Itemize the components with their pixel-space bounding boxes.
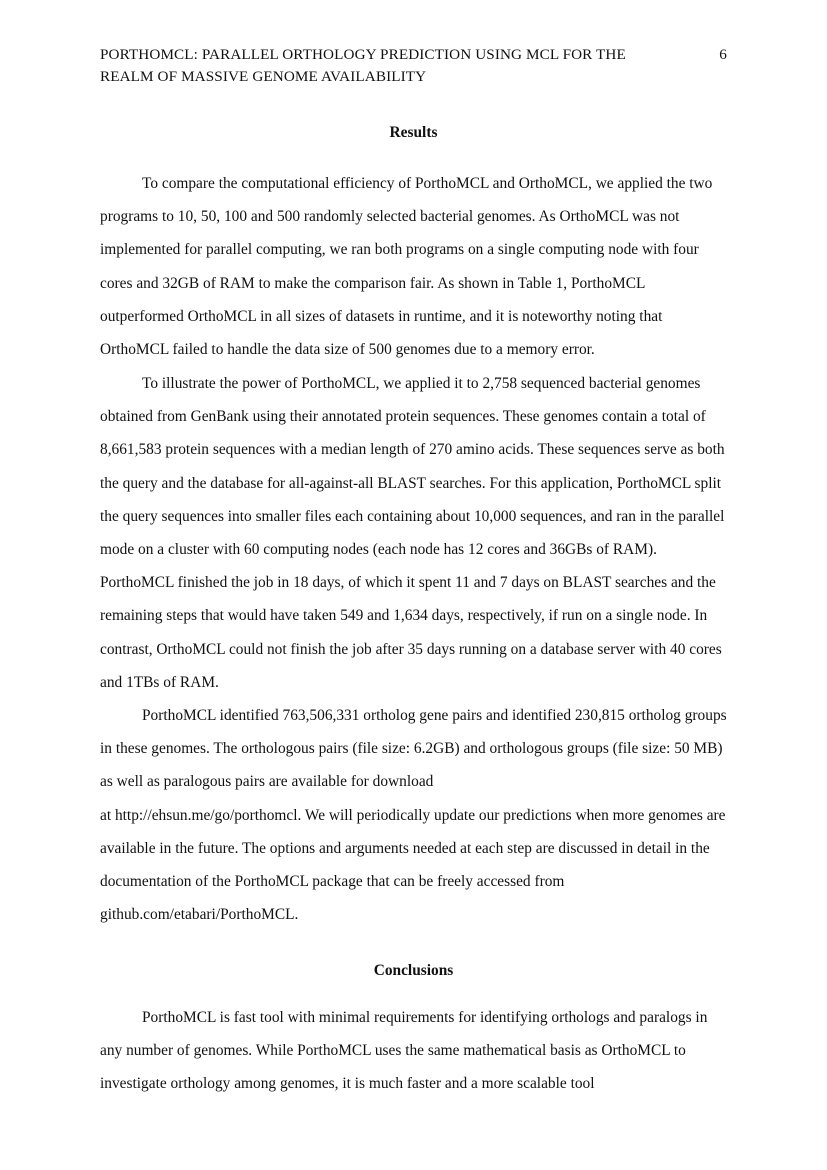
results-paragraph-2-block bbox=[100, 367, 732, 699]
results-paragraph-3-part-2: at http://ehsun.me/go/porthomcl. We will periodically update our predictions when more genomes are available in the future. The options and arguments needed at each step are discussed in detail in the documentation of the PorthoMCL package that can be freely accessed from github.com/etabari/PorthoMCL. bbox=[100, 806, 726, 924]
page-number: 6 bbox=[719, 46, 727, 63]
results-paragraph-2: To illustrate the power of PorthoMCL, we applied it to 2,758 sequenced bacterial genomes obtained from GenBank using their annotated protein sequences. These genomes contain a total of 8,661,583 protein sequences with a median length of 270 amino acids. These sequences serve as both the query and the database for all-against-all BLAST searches. For this application, PorthoMCL split the query sequences into smaller files each containing about 10,000 sequences, and ran in the parallel mode on a cluster with 60 computing nodes (each node has 12 cores and 36GBs of RAM). PorthoMCL finished the job in 18 days, of which it spent 11 and 7 days on BLAST searches and the remaining steps that would have taken 549 and 1,634 days, respectively, if run on a single node. In contrast, OrthoMCL could not finish the job after 35 days running on a database server with 40 cores and 1TBs of RAM. bbox=[100, 375, 725, 691]
running-head-line-2: REALM OF MASSIVE GENOME AVAILABILITY bbox=[100, 67, 427, 85]
results-paragraph-1: To compare the computational efficiency of PorthoMCL and OrthoMCL, we applied the two programs to 10, 50, 100 and 500 randomly selected bacterial genomes. As OrthoMCL was not implemented for parallel computing, we ran both programs on a single computing node with four cores and 32GB of RAM to make the comparison fair. As shown in Table 1, PorthoMCL outperformed OrthoMCL in all sizes of datasets in runtime, and it is noteworthy noting that OrthoMCL failed to handle the data size of 500 genomes due to a memory error. bbox=[100, 175, 713, 359]
section-heading-conclusions: Conclusions bbox=[373, 962, 454, 979]
conclusions-paragraph-1-block bbox=[100, 1001, 732, 1101]
section-heading-results: Results bbox=[389, 124, 438, 141]
conclusions-paragraph-1: PorthoMCL is fast tool with minimal requirements for identifying orthologs and paralogs in any number of genomes. While PorthoMCL uses the same mathematical basis as OrthoMCL to investigate orthology among genomes, it is much faster and a more scalable tool bbox=[100, 1009, 708, 1093]
results-paragraph-1-block bbox=[100, 167, 732, 366]
results-paragraph-3-block bbox=[100, 699, 732, 931]
results-paragraph-3-part-1: PorthoMCL identified 763,506,331 ortholog gene pairs and identified 230,815 ortholog groups in these genomes. The orthologous pairs (file size: 6.2GB) and orthologous groups (file size: 50 MB) as well as paralogous pairs are available for download bbox=[100, 707, 727, 791]
running-head-line-1: PORTHOMCL: PARALLEL ORTHOLOGY PREDICTION USING MCL FOR THE bbox=[100, 46, 626, 63]
running-head bbox=[100, 44, 727, 87]
